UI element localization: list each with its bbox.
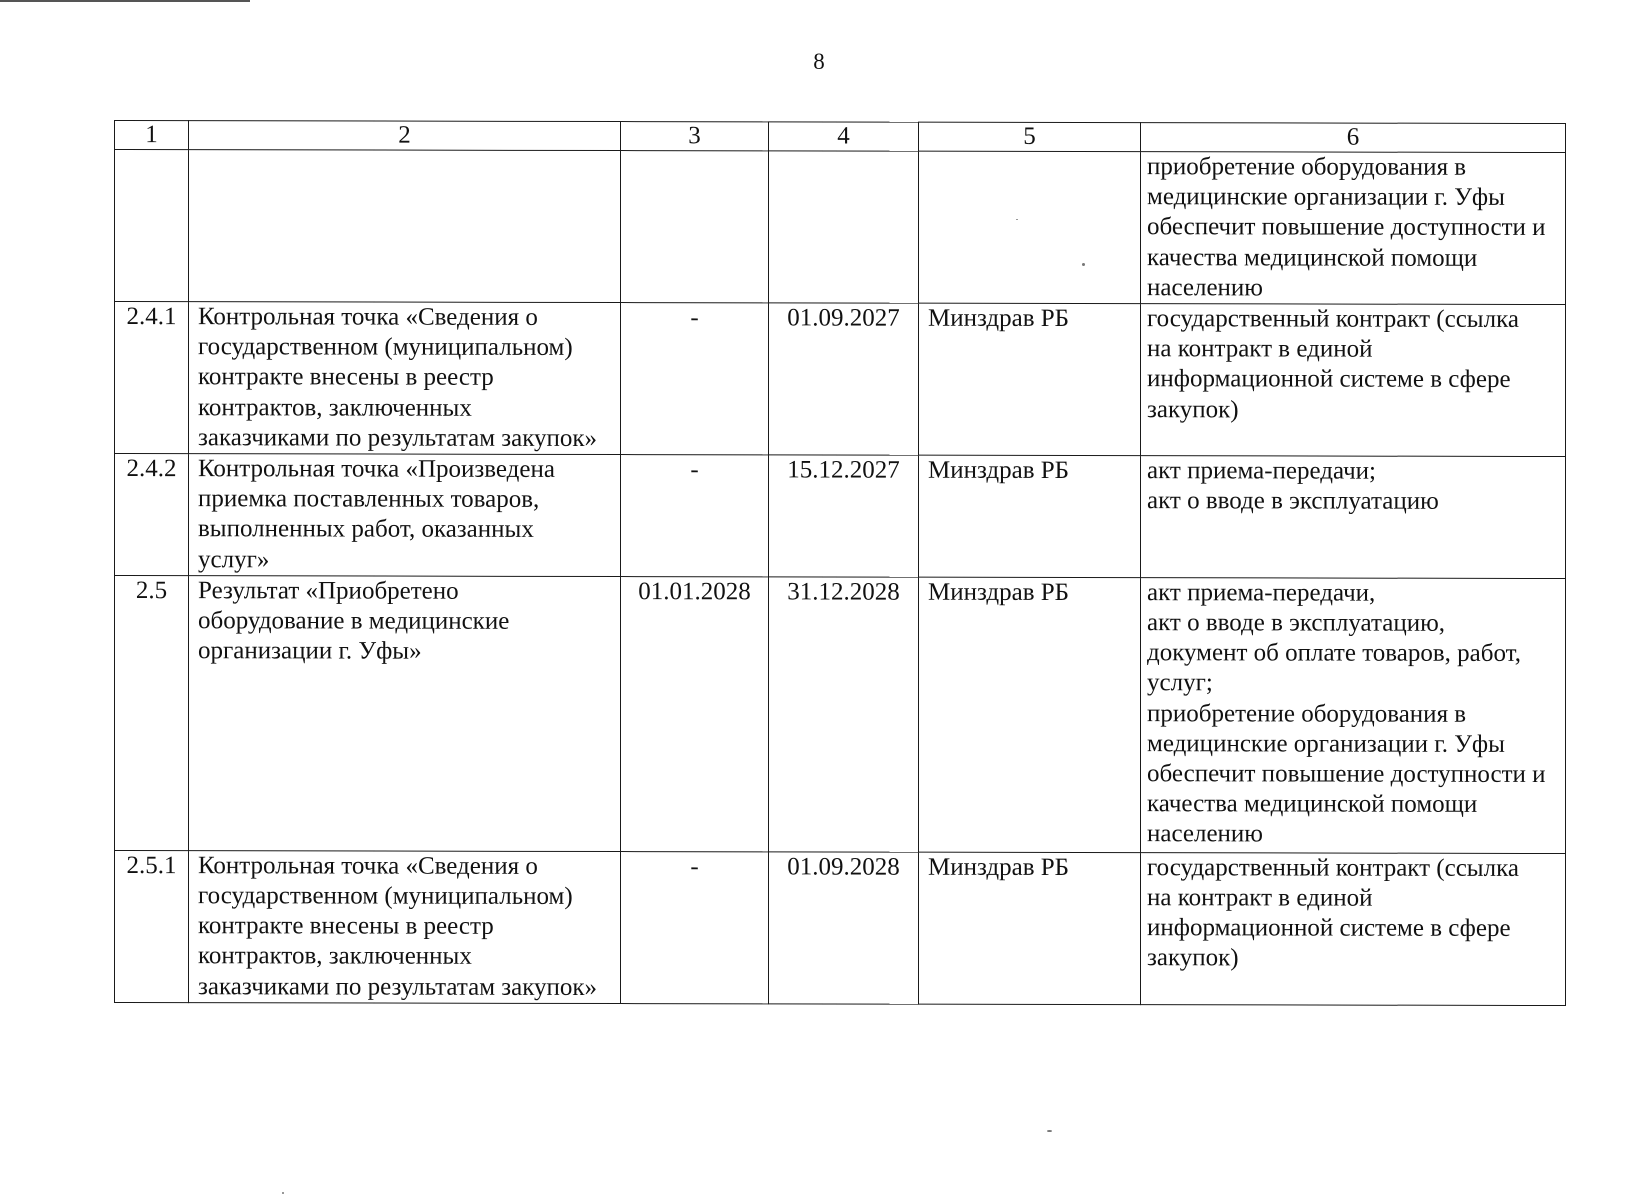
scan-speck: [1016, 219, 1018, 220]
page-number: 8: [813, 49, 825, 74]
row-result: государственный контракт (ссылка на контракт в единой информационной системе в сфере закупок): [1147, 305, 1519, 423]
name-cell: [189, 150, 621, 303]
row-number-cell: 2.5: [115, 575, 189, 850]
row-result: государственный контракт (ссылка на контракт в единой информационной системе в сфере закупок): [1147, 854, 1519, 972]
end-date-cell: 01.09.2028: [769, 852, 919, 1004]
row-number-cell: 2.4.1: [115, 302, 189, 454]
table-row: [115, 575, 1566, 853]
table-row: [115, 150, 1566, 305]
responsible-cell: Минздрав РБ: [919, 455, 1141, 577]
name-cell: [189, 454, 621, 577]
responsible-cell: Минздрав РБ: [919, 852, 1141, 1004]
row-result: акт приема-передачи; акт о вводе в эксплуатацию: [1147, 457, 1439, 516]
responsible-cell: Минздрав РБ: [919, 303, 1141, 455]
column-header: 2: [189, 121, 621, 151]
start-date-cell: -: [621, 851, 769, 1003]
row-result: приобретение оборудования в медицинские организации г. Уфы обеспечит повышение доступности и качества медицинской помощи населению: [1147, 153, 1546, 302]
result-cell: [1141, 152, 1566, 305]
name-cell: [189, 302, 621, 455]
start-date-cell: 01.01.2028: [621, 576, 769, 851]
result-cell: [1141, 304, 1566, 457]
column-header: 5: [919, 122, 1141, 151]
row-number-cell: [115, 150, 189, 302]
row-result: акт приема-передачи, акт о вводе в эксплуатацию, документ об оплате товаров, работ, услуг; приобретение оборудования в медицинские организации г. Уфы обеспечит повышение доступности и качества медицинской помощи населению: [1147, 579, 1546, 848]
row-name: Результат «Приобретено оборудование в медицинские организации г. Уфы»: [198, 577, 510, 665]
end-date-cell: 01.09.2027: [769, 303, 919, 455]
scan-speck: [282, 1192, 284, 1194]
column-header: 1: [115, 121, 189, 150]
name-cell: [189, 850, 621, 1003]
row-number-cell: 2.5.1: [115, 850, 189, 1002]
row-name: Контрольная точка «Сведения о государственном (муниципальном) контракте внесены в реестр контрактов, заключенных заказчиками по результатам закупок»: [198, 303, 598, 452]
start-date-cell: -: [621, 455, 769, 577]
start-date-cell: -: [621, 303, 769, 455]
name-cell: [189, 575, 621, 851]
table-row: [115, 850, 1566, 1005]
responsible-cell: [919, 151, 1141, 303]
scan-top-edge-line: [0, 0, 250, 2]
row-number-cell: 2.4.2: [115, 454, 189, 576]
scan-speck: [1047, 1130, 1052, 1132]
row-name: Контрольная точка «Произведена приемка поставленных товаров, выполненных работ, оказанных услуг»: [198, 455, 555, 573]
end-date-cell: 15.12.2027: [769, 455, 919, 577]
table-row: [115, 302, 1566, 457]
start-date-cell: [621, 151, 769, 303]
table-header-row: [115, 121, 1566, 153]
column-header: 4: [769, 122, 919, 151]
schedule-table: [114, 120, 1566, 1006]
table-row: [115, 454, 1566, 579]
result-cell: [1141, 852, 1566, 1005]
end-date-cell: 31.12.2028: [769, 577, 919, 852]
scan-speck: [1082, 263, 1085, 266]
responsible-cell: Минздрав РБ: [919, 577, 1141, 852]
row-name: Контрольная точка «Сведения о государственном (муниципальном) контракте внесены в реестр контрактов, заключенных заказчиками по результатам закупок»: [198, 852, 598, 1001]
result-cell: [1141, 577, 1566, 853]
result-cell: [1141, 456, 1566, 579]
column-header: 3: [621, 122, 769, 151]
column-header: 6: [1141, 123, 1566, 153]
row-name: [198, 150, 616, 151]
end-date-cell: [769, 151, 919, 303]
